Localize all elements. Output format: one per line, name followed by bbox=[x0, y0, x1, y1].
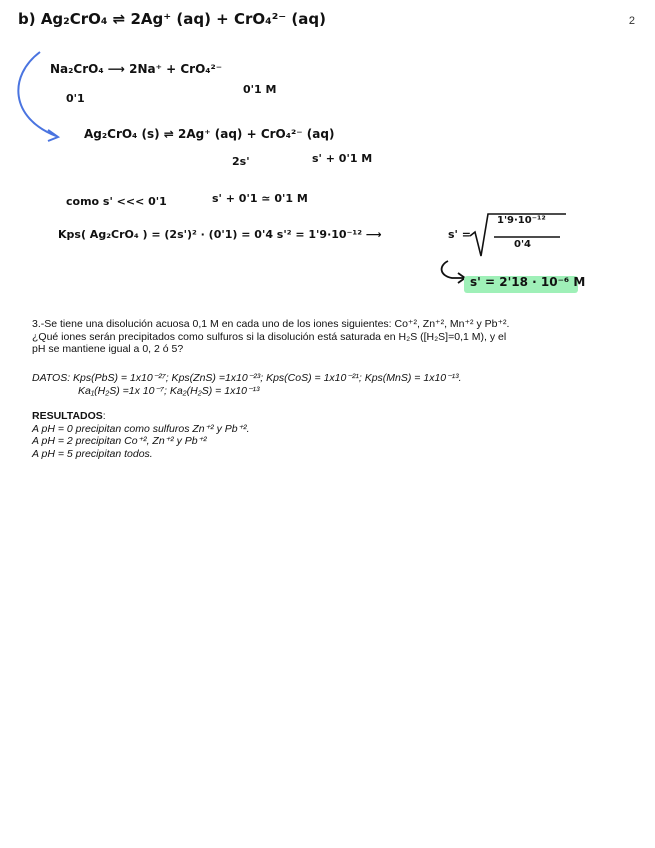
datos-line-2: Ka₁(H₂S) =1x 10⁻⁷; Ka₂(H₂S) = 1x10⁻¹³ bbox=[78, 384, 260, 397]
solid-equilibrium: Ag₂CrO₄ (s) ⇌ 2Ag⁺ (aq) + CrO₄²⁻ (aq) bbox=[84, 127, 335, 141]
salt-dissociation: Na₂CrO₄ ⟶ 2Na⁺ + CrO₄²⁻ bbox=[50, 62, 223, 76]
solubility-result: s' = 2'18 · 10⁻⁶ M bbox=[470, 275, 586, 289]
approximation-condition: como s' <<< 0'1 bbox=[66, 195, 167, 208]
datos-block bbox=[32, 372, 632, 397]
resultado-ph5: A pH = 5 precipitan todos. bbox=[32, 447, 153, 460]
resultado-ph0: A pH = 0 precipitan como sulfuros Zn⁺² y Pb⁺². bbox=[32, 422, 250, 435]
resultado-ph2: A pH = 2 precipitan Co⁺², Zn⁺² y Pb⁺² bbox=[32, 435, 207, 447]
problem-statement bbox=[32, 318, 632, 356]
page-number: 2 bbox=[628, 15, 635, 27]
root-numerator: 1'9·10⁻¹² bbox=[497, 215, 546, 226]
resultados-colon: : bbox=[102, 410, 106, 422]
curved-arrow-icon bbox=[8, 48, 68, 148]
chromate-concentration: 0'1 M bbox=[243, 83, 277, 96]
s-label: s' = bbox=[448, 228, 471, 241]
approximation-result: s' + 0'1 ≃ 0'1 M bbox=[212, 192, 308, 205]
resultados-heading: RESULTADOS bbox=[32, 410, 103, 422]
kps-expression: Kps( Ag₂CrO₄ ) = (2s')² · (0'1) = 0'4 s'² = 1'9·10⁻¹² ⟶ bbox=[58, 228, 382, 241]
salt-concentration: 0'1 bbox=[66, 92, 85, 105]
silver-solubility: 2s' bbox=[232, 155, 250, 168]
resultados-block bbox=[32, 410, 632, 460]
chromate-solubility: s' + 0'1 M bbox=[312, 152, 373, 165]
problem-line-1: 3.-Se tiene una disolución acuosa 0,1 M en cada uno de los iones siguientes: Co⁺², Zn⁺², Mn⁺² y Pb⁺². bbox=[32, 318, 510, 330]
problem-line-3: pH se mantiene igual a 0, 2 ó 5? bbox=[32, 343, 184, 355]
equation-b: b) Ag₂CrO₄ ⇌ 2Ag⁺ (aq) + CrO₄²⁻ (aq) bbox=[18, 10, 326, 28]
problem-line-2: ¿Qué iones serán precipitados como sulfuros si la disolución está saturada en H₂S ([H₂S]=0,1 M), y el bbox=[32, 330, 507, 343]
root-denominator: 0'4 bbox=[514, 239, 531, 250]
datos-line-1: DATOS: Kps(PbS) = 1x10⁻²⁷; Kps(ZnS) =1x10⁻²³; Kps(CoS) = 1x10⁻²¹; Kps(MnS) = 1x10⁻¹³. bbox=[32, 372, 462, 384]
